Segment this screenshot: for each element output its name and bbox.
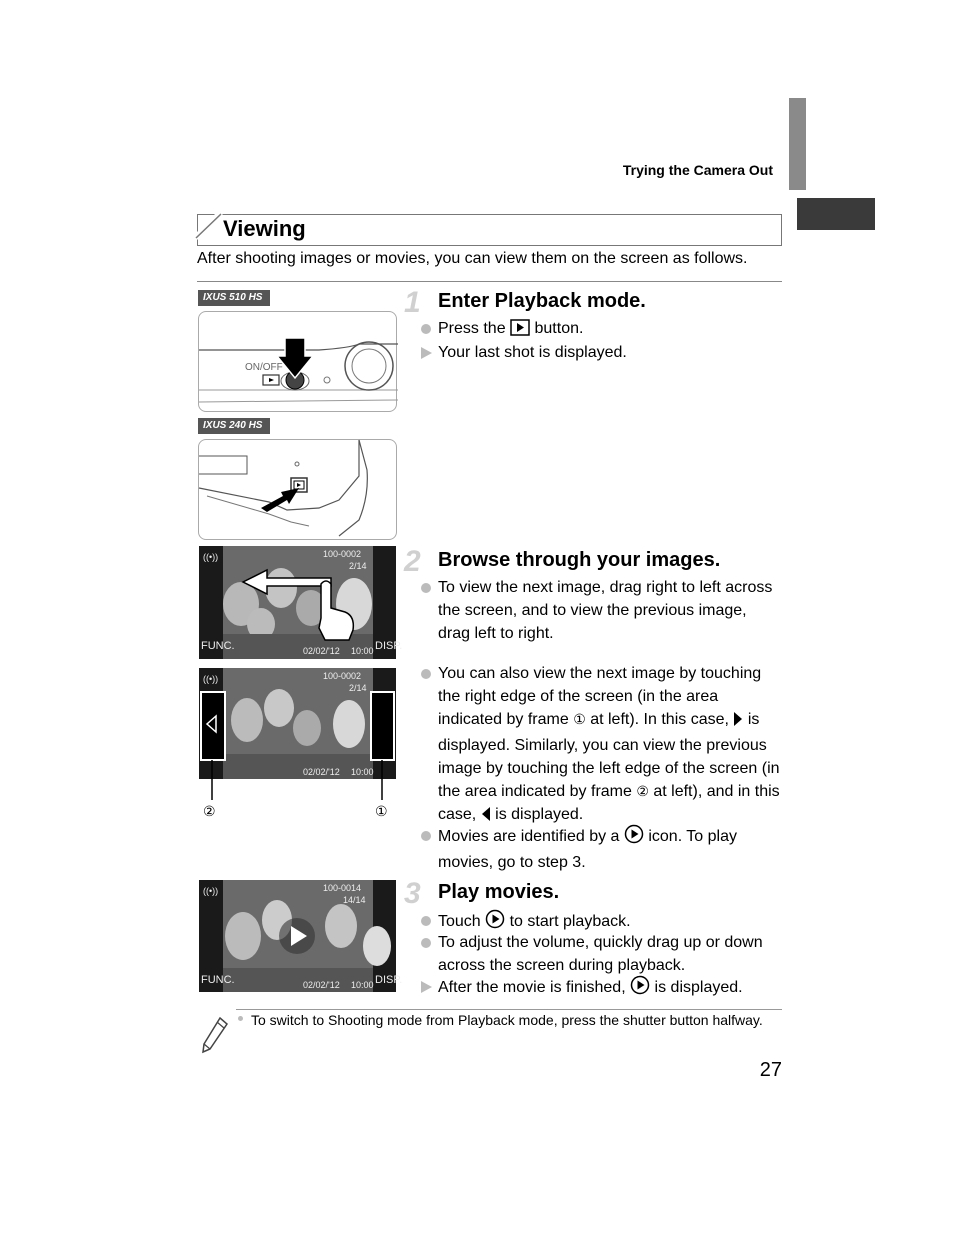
step-title-1: Enter Playback mode. <box>438 290 646 312</box>
frame-ref-2: ② <box>636 783 649 799</box>
func-label-3: FUNC. <box>201 974 235 986</box>
page-number: 27 <box>759 1059 782 1081</box>
movie-play-icon-3 <box>630 975 650 1002</box>
step2-item-3: Movies are identified by a icon. To play movies, go to step 3. <box>438 824 783 874</box>
model-tag-510: IXUS 510 HS <box>198 290 270 306</box>
camera-back-illustration <box>198 439 397 540</box>
step3-item-2: To adjust the volume, quickly drag up or down across the screen during playback. <box>438 931 783 977</box>
running-title: Trying the Camera Out <box>622 162 773 178</box>
frame-ref-1: ① <box>573 711 586 727</box>
model-tag-240: IXUS 240 HS <box>198 418 270 434</box>
movie-play-icon <box>624 824 644 851</box>
sidebar-marker-bar <box>789 98 806 190</box>
playback-button-icon <box>510 319 530 343</box>
camera-top-drawing <box>199 312 398 413</box>
frame-label-2: ② <box>203 803 216 819</box>
step-title-2: Browse through your images. <box>438 549 721 571</box>
section-title: Viewing <box>223 216 306 241</box>
playback-screen-drag: ((•)) 100-0002 2/14 FUNC. DISP. 02/02/'12 10:00 <box>199 546 396 659</box>
step1-item-1: Press the button. <box>438 317 783 343</box>
note-divider <box>236 1009 782 1010</box>
func-label: FUNC. <box>201 640 235 652</box>
step3-item-1: Touch to start playback. <box>438 909 783 936</box>
frame-callout-lines <box>199 760 396 820</box>
right-arrow-icon <box>733 711 743 734</box>
disp-label: DISP. <box>375 640 403 652</box>
step1-item-2: Your last shot is displayed. <box>438 341 783 364</box>
pencil-icon <box>200 1015 230 1055</box>
disp-label-3: DISP. <box>375 974 403 986</box>
playback-screen-edges: ((•)) 100-0002 2/14 02/02/'12 10:00 <box>199 668 396 779</box>
section-divider <box>197 281 782 282</box>
camera-back-drawing <box>199 440 398 541</box>
step-number-2: 2 <box>404 545 421 578</box>
step-number-3: 3 <box>404 877 421 910</box>
note-bullet <box>238 1016 243 1021</box>
chapter-tab <box>797 198 875 230</box>
on-off-label: ON/OFF <box>245 362 283 373</box>
note-text: To switch to Shooting mode from Playback mode, press the shutter button halfway. <box>251 1012 763 1028</box>
step-title-3: Play movies. <box>438 881 560 903</box>
step2-item-2: You can also view the next image by touching the right edge of the screen (in the area indicated by frame ① at left). In this case, is displayed. Similarly, you can view the previous image by touching the left edge of the screen (in the area indicated by frame ② at left), and in this case, is displayed. <box>438 662 783 829</box>
frame-label-1: ① <box>375 803 388 819</box>
step-number-1: 1 <box>404 286 421 319</box>
step2-item-1: To view the next image, drag right to left across the screen, and to view the previous image, drag left to right. <box>438 576 783 645</box>
section-heading-notch <box>196 213 222 239</box>
section-intro: After shooting images or movies, you can view them on the screen as follows. <box>197 250 748 267</box>
movie-screen: ((•)) 100-0014 14/14 FUNC. DISP. 02/02/'12 10:00 <box>199 880 396 992</box>
step3-item-3: After the movie is finished, is displayed. <box>438 975 783 1002</box>
camera-top-illustration <box>198 311 397 412</box>
